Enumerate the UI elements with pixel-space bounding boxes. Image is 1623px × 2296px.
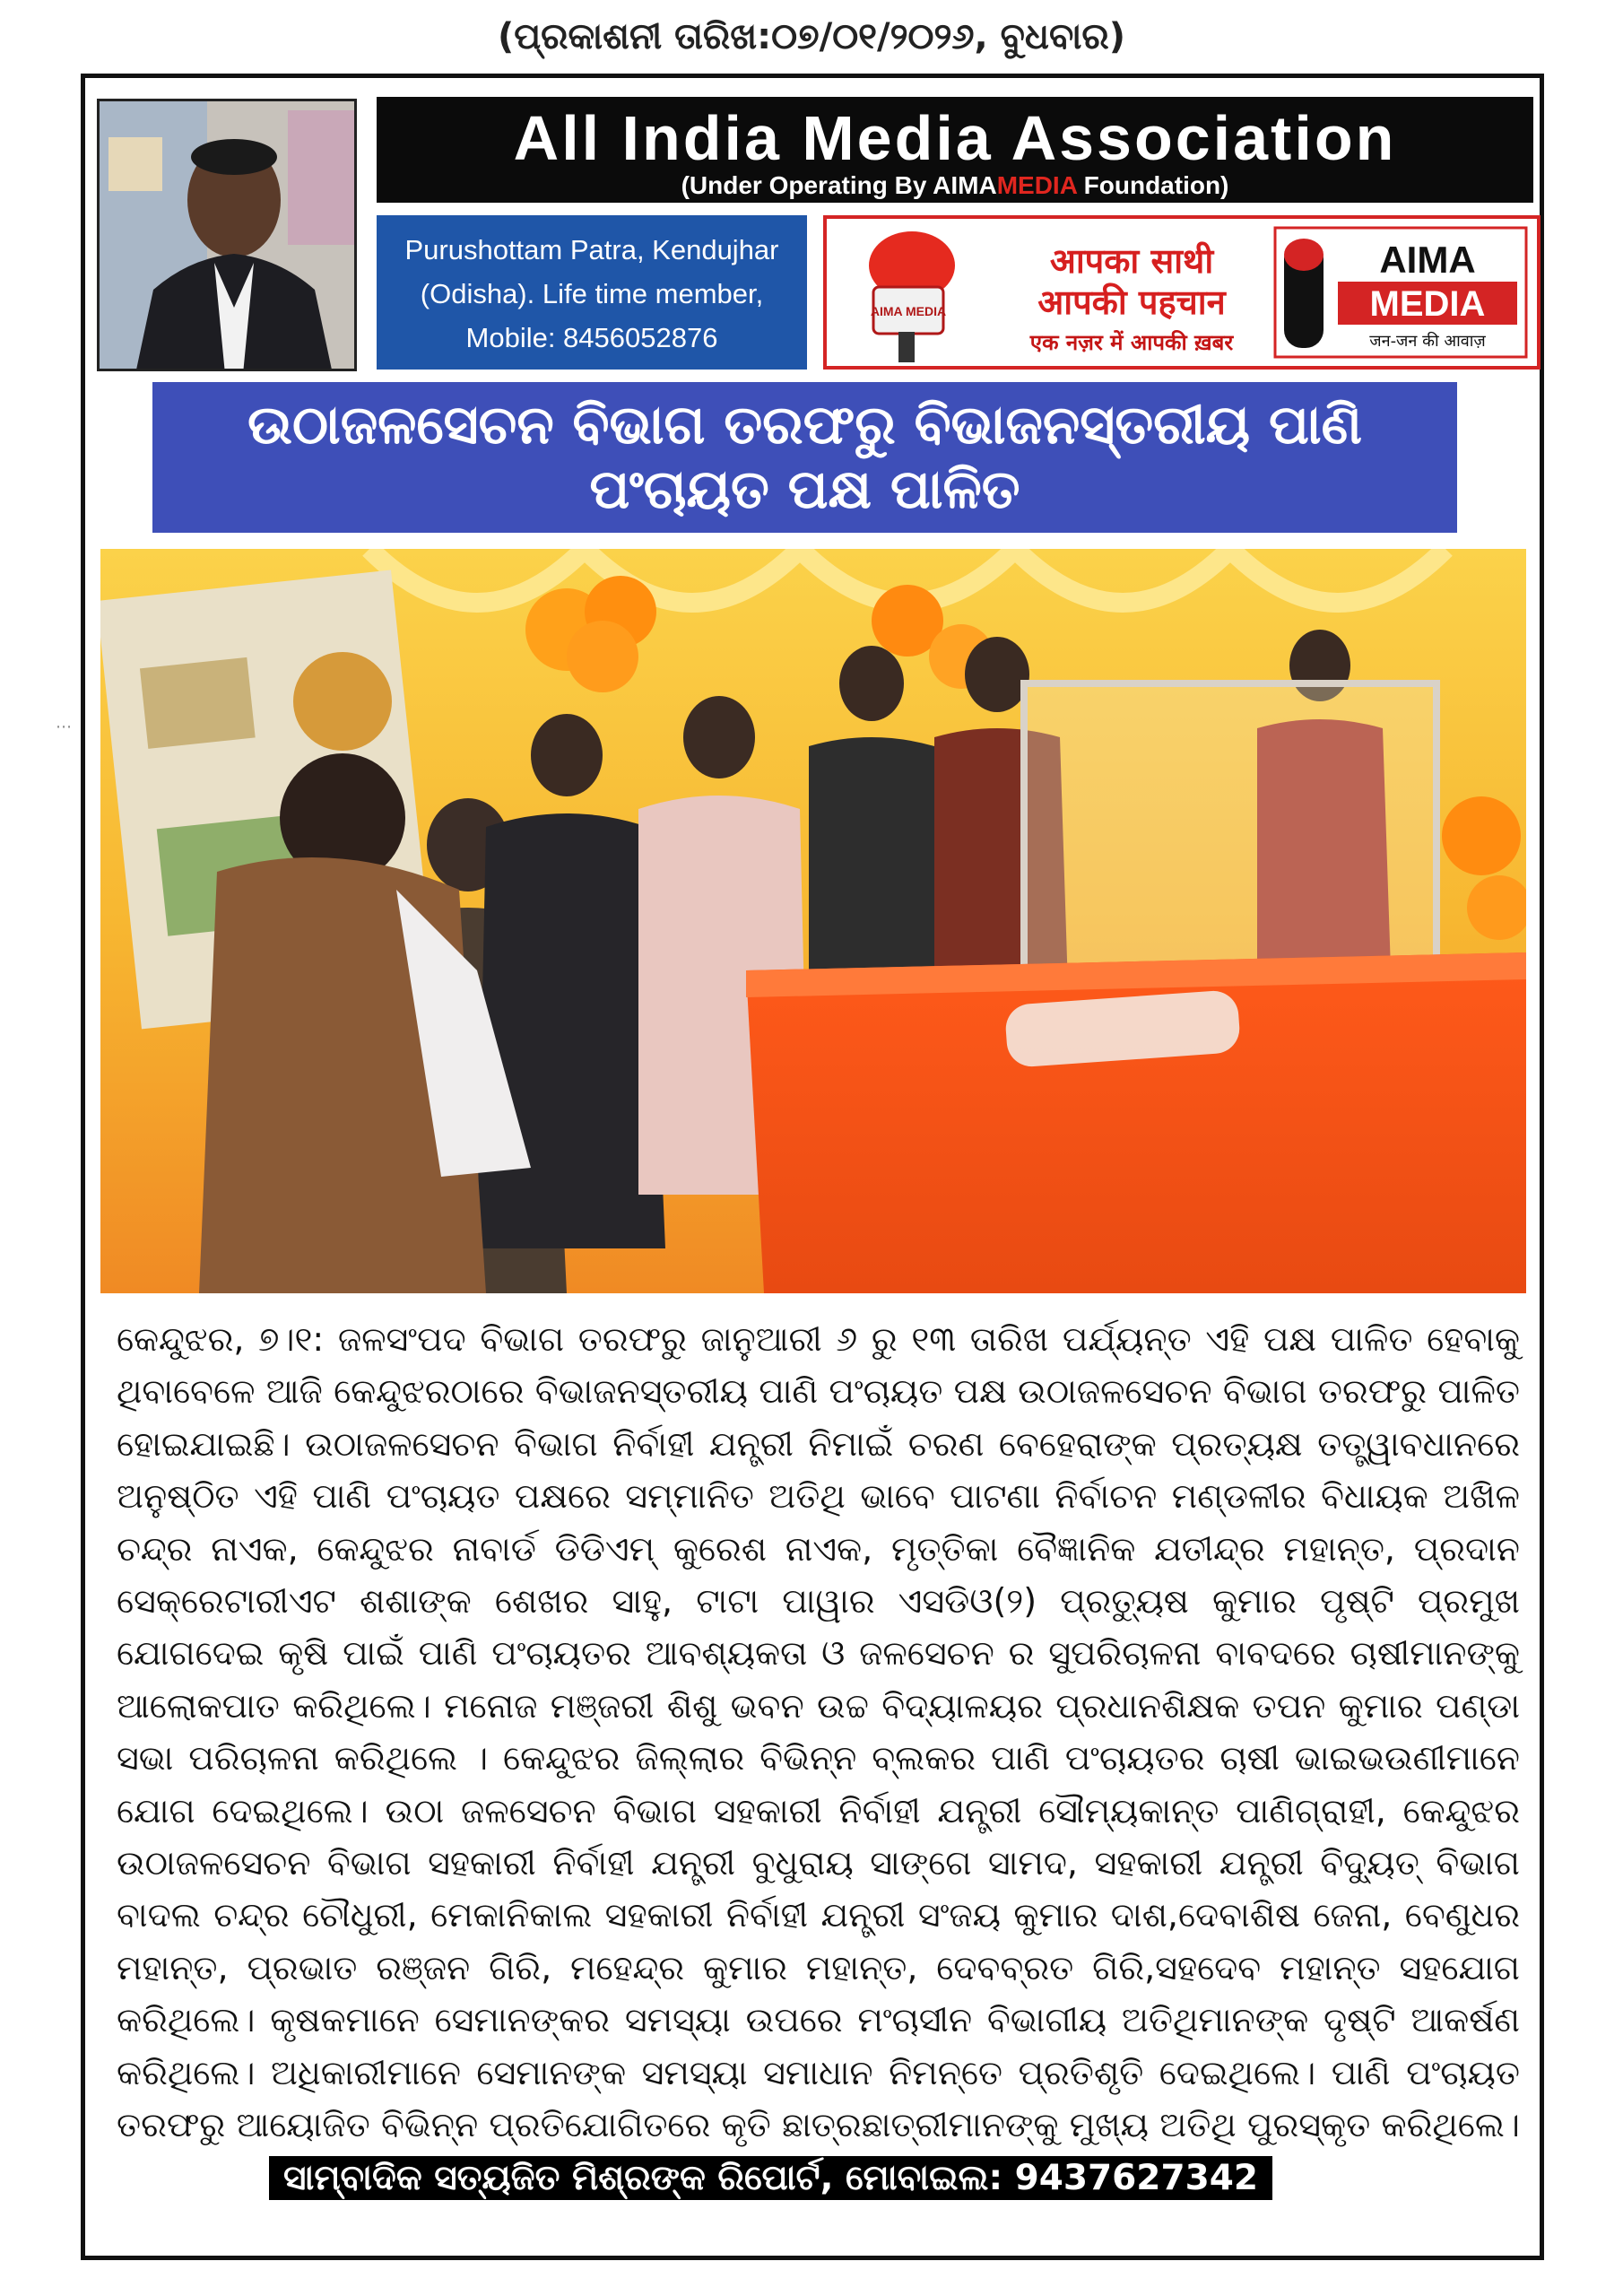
reporter-signoff: ସାମ୍ବାଦିକ ସତ୍ୟଜିତ ମିଶ୍ରଙ୍କ ରିପୋର୍ଟ, ମୋବାଇଲ: 9437627342 [269,2156,1272,2200]
brand-subtitle [377,172,1533,199]
brand-subtitle-end: Foundation) [1076,171,1229,199]
microphone-icon [869,231,955,362]
ad-tagline-1: आपका साथी [1049,241,1214,281]
ad-tagline-3: एक नज़र में आपकी ख़बर [1029,330,1234,355]
brand-title: All India Media Association [513,103,1397,173]
member-info-box [377,215,807,370]
event-photo-illustration [100,549,1526,1293]
ad-tagline-2: आपकी पहचान [1037,283,1226,322]
margin-mark: ⋯ [56,718,72,736]
aima-media-ad [823,215,1541,370]
headline-line-1: ଉଠାଜଳସେଚନ ବିଭାଗ ତରଫରୁ ବିଭାଜନସ୍ତରୀୟ ପାଣି [247,394,1362,457]
mic-label: AIMA MEDIA [870,304,947,318]
headline-line-2: ପଂଚାୟତ ପକ୍ଷ ପାଳିତ [589,458,1020,521]
ad-illustration [827,219,1537,366]
brand-banner [377,97,1533,203]
logo-bottom-text: MEDIA [1369,284,1486,324]
article [117,1313,1520,2205]
brand-subtitle-start: (Under Operating By AIMA [681,171,997,199]
logo-slogan: जन-जन की आवाज़ [1369,332,1486,351]
logo-top-text: AIMA [1379,239,1476,281]
publish-date: (ପ୍ରକାଶନୀ ତାରିଖ:୦୭/୦୧/୨୦୨୬, ବୁଧବାର) [497,16,1126,57]
member-portrait [97,99,357,371]
headline-banner [152,382,1457,533]
brand-subtitle-highlight: MEDIA [996,171,1077,199]
event-photo [100,549,1526,1293]
member-portrait-illustration [100,101,357,371]
member-name-line: Purushottam Patra, Kendujhar [404,234,779,265]
article-text: କେନ୍ଦୁଝର, ୭।୧: ଜଳସଂପଦ ବିଭାଗ ତରଫରୁ ଜାନୁଆରୀ ୬ ରୁ ୧୩ ତାରିଖ ପର୍ଯ୍ୟନ୍ତ ଏହି ପକ୍ଷ ପାଳିତ ହେବାକୁ ଥିବାବେଳେ ଆଜି କେନ୍ଦୁଝରଠାରେ ବିଭାଜନସ୍ତରୀୟ ପାଣି ପଂଚାୟତ ପକ୍ଷ ଉଠାଜଳସେଚନ ବିଭାଗ ତରଫରୁ ପାଳିତ ହୋଇଯାଇଛି। ଉଠାଜଳସେଚନ ବିଭାଗ ନିର୍ବାହୀ ଯନ୍ତ୍ରୀ ନିମାଇଁ ଚରଣ ବେହେରାଙ୍କ ପ୍ରତ୍ୟକ୍ଷ ତତ୍ତ୍ୱାବଧାନରେ ଅନୁଷ୍ଠିତ ଏହି ପାଣି ପଂଚାୟତ ପକ୍ଷରେ ସମ୍ମାନିତ ଅତିଥି ଭାବେ ପାଟଣା ନିର୍ବାଚନ ମଣ୍ଡଳୀର ବିଧାୟକ ଅଖିଳ ଚନ୍ଦ୍ର ନାଏକ, କେନ୍ଦୁଝର ନାବାର୍ଡ ଡିଡିଏମ୍ କୁରେଶ ନାଏକ, ମୃତ୍ତିକା ବୈଜ୍ଞାନିକ ଯତୀନ୍ଦ୍ର ମହାନ୍ତ, ପ୍ରଦାନ ସେକ୍ରେଟାରୀଏଟ ଶଶାଙ୍କ ଶେଖର ସାହୁ, ଟାଟା ପାୱାର ଏସଡିଓ(୨) ପ୍ରତ୍ୟୁଷ କୁମାର ପୃଷ୍ଟି ପ୍ରମୁଖ ଯୋଗଦେଇ କୃଷି ପାଇଁ ପାଣି ପଂଚାୟତର ଆବଶ୍ୟକତା ଓ ଜଳସେଚନ ର ସୁପରିଚାଳନା ବାବଦରେ ଚାଷୀମାନଙ୍କୁ ଆଲୋକପାତ କରିଥିଲେ। ମନୋଜ ମଞ୍ଜରୀ ଶିଶୁ ଭବନ ଉଚ୍ଚ ବିଦ୍ୟାଳୟର ପ୍ରଧାନଶିକ୍ଷକ ତପନ କୁମାର ପଣ୍ଡା ସଭା ପରିଚାଳନା କରିଥିଲେ । କେନ୍ଦୁଝର ଜିଲ୍ଲାର ବିଭିନ୍ନ ବ୍ଲକର ପାଣି ପଂଚାୟତର ଚାଷୀ ଭାଇଭଉଣୀମାନେ ଯୋଗ ଦେଇଥିଲେ। ଉଠା ଜଳସେଚନ ବିଭାଗ ସହକାରୀ ନିର୍ବାହୀ ଯନ୍ତ୍ରୀ ସୌମ୍ୟକାନ୍ତ ପାଣିଗ୍ରାହୀ, କେନ୍ଦୁଝର ଉଠାଜଳସେଚନ ବିଭାଗ ସହକାରୀ ନିର୍ବାହୀ ଯନ୍ତ୍ରୀ ବୁଧୁରାୟ ସାଙ୍ଗେ ସାମଦ, ସହକାରୀ ଯନ୍ତ୍ରୀ ବିଦ୍ୟୁତ୍ ବିଭାଗ ବାଦଲ ଚନ୍ଦ୍ର ଚୌଧୁରୀ, ମେକାନିକାଲ ସହକାରୀ ନିର୍ବାହୀ ଯନ୍ତ୍ରୀ ସଂଜୟ କୁମାର ଦାଶ,ଦେବାଶିଷ ଜେନା, ବେଣୁଧର ମହାନ୍ତ, ପ୍ରଭାତ ରଞ୍ଜନ ଗିରି, ମହେନ୍ଦ୍ର କୁମାର ମହାନ୍ତ, ଦେବବ୍ରତ ଗିରି,ସହଦେବ ମହାନ୍ତ ସହଯୋଗ କରିଥିଲେ। କୃଷକମାନେ ସେମାନଙ୍କର ସମସ୍ୟା ଉପରେ ମଂଚାସୀନ ବିଭାଗୀୟ ଅତିଥିମାନଙ୍କ ଦୃଷ୍ଟି ଆକର୍ଷଣ କରିଥିଲେ। ଅଧିକାରୀମାନେ ସେମାନଙ୍କ ସମସ୍ୟା ସମାଧାନ ନିମନ୍ତେ ପ୍ରତିଶୃତି ଦେଇଥିଲେ। ପାଣି ପଂଚାୟତ ତରଫରୁ ଆୟୋଜିତ ବିଭିନ୍ନ ପ୍ରତିଯୋଗିତରେ କୃତି ଛାତ୍ରଛାତ୍ରୀମାନଙ୍କୁ ମୁଖ୍ୟ ଅତିଥି ପୁରସ୍କୃତ କରିଥିଲେ। [117,1319,1520,2145]
member-mobile-line: Mobile: 8456052876 [465,322,718,353]
member-status-line: (Odisha). Life time member, [420,278,764,309]
article-body [117,1313,1520,2205]
